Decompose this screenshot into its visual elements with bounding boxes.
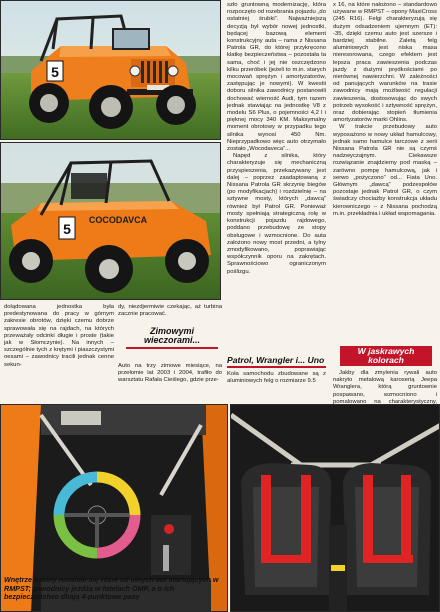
heading-winter: Zimowymi wieczorami... bbox=[143, 326, 201, 345]
article-column-right-bottom bbox=[333, 370, 437, 404]
paragraph: dy, niezdjermiwie czekając, aż turbina zacznie pracować. bbox=[118, 304, 222, 318]
article-column-center-bottom bbox=[227, 355, 326, 403]
paragraph: Jakby dla zmylenia rywali auto nakryto metalową karoserią Jeepa Wranglera, którą gruntownie pospawano, wzmocniono i pomalowano na charakterystyczny, bbox=[333, 370, 437, 405]
article-column-right-top bbox=[333, 2, 437, 336]
paragraph: Koła samochodu zbudowane są z aluminiowych felg o rozmiarze 9.5 bbox=[227, 371, 326, 385]
heading-patrol bbox=[227, 355, 326, 368]
seats-image bbox=[231, 405, 440, 612]
heading-winter-box bbox=[126, 327, 218, 349]
photo-seats bbox=[230, 404, 440, 612]
car1-number: 5 bbox=[51, 64, 59, 80]
photo-jeep-front bbox=[0, 0, 221, 140]
heading-rule bbox=[126, 347, 218, 349]
paragraph: szło gruntowną modernizację, która rozpoczęto od rozebrania pojazdu „do ostatniej śrubki”. Najważniejszą decyzją był wybór nowej jednostki, będącej bazową element konstrukcyjny auta – rama z Nissana Patrola GR, do której przykręcono klatkę bezpieczeństwa – pozostała ta sama, choć i jej nie oszczędzono kilku przeróbek (jeżeli to m.in. starych mocowań sprężyn i amortyzatorów, zastępując je nowymi). W kwestii doboru silnika zawodnicy postanowili dochować wierność Audi, tym razem jednak stawiając na jednostkę V8 z modelu S6 Plus, o pojemności 4,2 l i pięknej mocy 340 KM. Maksymalny moment obrotowy w przypadku tego silnika wynosi 450 Nm. Nieprzypadkowo więc auto otrzymało zostało „Wocodaveca”... bbox=[227, 2, 326, 153]
photo-caption bbox=[4, 576, 219, 602]
paragraph: Napęd z silnika, który charakteryzuje się mechaniczną przyspieszenia, przekazywany jest dalej – poprzez zaadaptowaną z Nissana Patrola GR skrzynię biegów (po modyfikacjach) i rozdzielnię – na sztywne mosty, których „dawcą” również był Patrol GR. Ponieważ mosty spełniają strategiczną rolę w konstrukcji pojazdu rajdowego, poddano przebudowę ze stopy obsługowe i wzmocnione. Do auta założono nowy most przedni, a tylny zmodyfikowano, poprawiając współczynnik oporu na zakrętach. Sprawnościowo ograniczonym poślizgu. bbox=[227, 153, 326, 275]
article-column-middle-bottom-b bbox=[118, 363, 222, 403]
heading-patrol-text: Patrol, Wrangler i... Uno bbox=[227, 355, 325, 365]
heading-rule bbox=[227, 366, 326, 368]
car2-sponsor: COCODAVCA bbox=[88, 215, 148, 225]
jeep-side-image bbox=[1, 143, 221, 300]
caption-text: Wnętrze kabiny niewiele się różni od innych aut startujących w RMPST; zawodnicy jeżdżą w fotelach OMP, a o ich bezpieczeństwo dbają 4-punktowe pasy bbox=[4, 575, 219, 602]
paragraph: W trakcie przebudowy auto wyposażono w nowy układ hamulcowy, jednak samo hamulce tarczowe z serii Nissana Patrola GR nie są czymś nadzwyczajnym. Ciekawsze rozwiązanie znajdziemy pod maską – zarówno pompę hamulcową, jak i serwo „pożyczono” od... Fiata Uno. Głównym „dawcą” podzespołów pozostaje jednak Patrol GR, o czym świadczy chociażby konstrukcja układu kierowniczego – z Nissana pochodzą m.in. przekładnia i układ wspomagania. bbox=[333, 124, 437, 217]
jeep-front-image bbox=[1, 1, 221, 140]
heading-colors: W jaskrawych kolorach bbox=[357, 346, 415, 365]
paragraph: x 16, na które nałożono – standardowo używane w RMPST – opony MaxiCross (245 R16). Felgi charakteryzują się dużym odsadzeniem ujemnym (ET): -35, dzięki czemu auto jest szersze i bardziej stabilne. Zaletą felg aluminiowych jest niska masa nieresorowana, czego efektem jest lepsza praca zawieszenia podczas jazdy z dużymi prędkościami po nierównej nawierzchni. W zależności od panujących warunków na trasie zawodnicy mają możliwość regulacji zawieszenia, dostosowując do swych potrzeb wysokość i sztywność sprężyn, oraz dobierając stopień tłumienia amortyzatorów marki Ohlins. bbox=[333, 2, 437, 124]
article-column-left-bottom bbox=[4, 304, 114, 400]
photo-jeep-side bbox=[0, 142, 221, 300]
paragraph: Auto na trzy zimowe miesiące, na przełomie lat 2003 i 2004, trafiło do warsztatu Rafała Cieślego, gdzie prze- bbox=[118, 363, 222, 384]
paragraph: dolądowana jednostka była predestynowana do pracy w górnym zakresie obrotów, dzięki czemu dobrze sprawowała się na rajdach, na których przeważały odcinki długie i proste (takie jak w Słomczynie). Na innych – szczególnie tych z krętymi i piaszczystymi oesami – zawodnicy tracili jednak cenne sekun- bbox=[4, 304, 114, 368]
car2-number: 5 bbox=[63, 221, 71, 237]
article-column-middle-top bbox=[227, 2, 326, 350]
heading-colors-box bbox=[340, 346, 432, 366]
